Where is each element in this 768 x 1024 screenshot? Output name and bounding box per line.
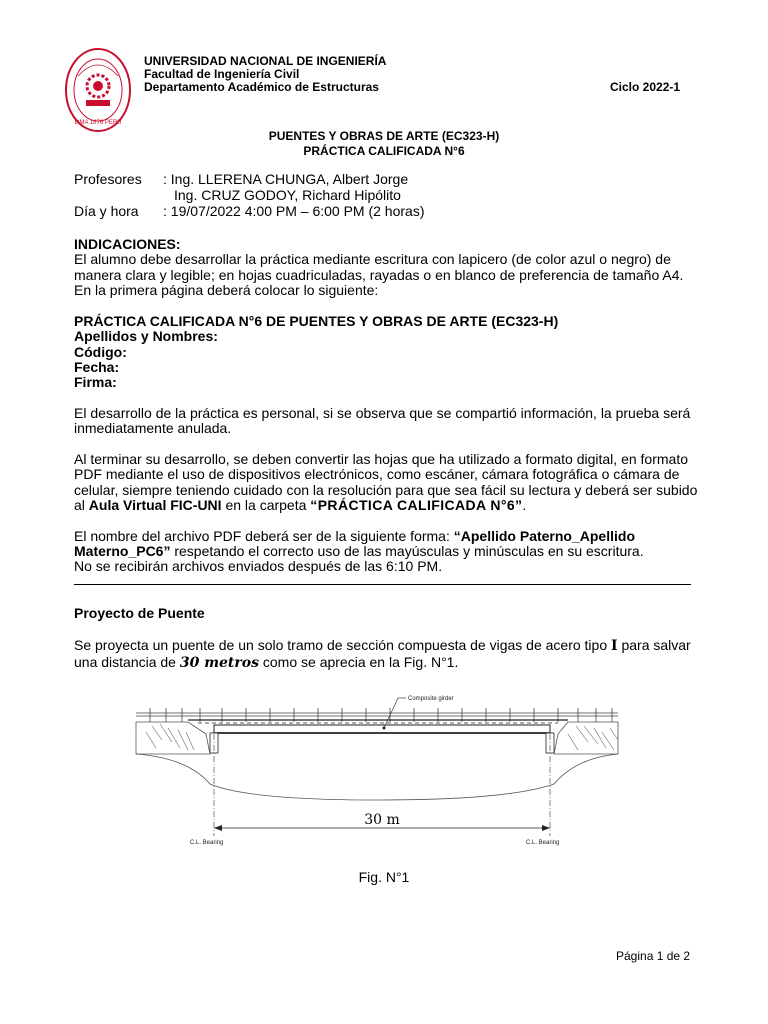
course-title: PUENTES Y OBRAS DE ARTE (EC323-H) [268,129,500,143]
section-divider [74,584,691,585]
datetime-label: Día y hora [74,203,139,219]
professor-1: : Ing. LLERENA CHUNGA, Albert Jorge [163,171,409,187]
filename-format-a: “Apellido Paterno_Apellido [453,528,635,544]
academic-cycle: Ciclo 2022-1 [610,80,681,94]
submission-line-2: PDF mediante el uso de dispositivos electrónicos, como escáner, cámara fotográfica o cámara de [74,466,680,482]
project-text-c: una distancia de [74,654,180,670]
filename-line-1 [74,528,694,544]
form-field-code: Código: [74,344,127,360]
i-beam-symbol: I [611,638,618,654]
form-title: PRÁCTICA CALIFICADA N°6 DE PUENTES Y OBRAS DE ARTE (EC323-H) [74,313,559,329]
bridge-figure [128,688,628,850]
project-line-1 [74,637,691,654]
professor-2: Ing. CRUZ GODOY, Richard Hipólito [174,187,401,203]
professors-label: Profesores [74,171,142,187]
university-seal [64,46,132,134]
left-bearing-label: C.L. Bearing [190,840,224,846]
faculty-name: Facultad de Ingeniería Civil [144,67,300,81]
project-text-a: Se proyecta un puente de un solo tramo de sección compuesta de vigas de acero tipo [74,637,612,653]
department-name: Departamento Académico de Estructuras [144,80,379,94]
form-field-names: Apellidos y Nombres: [74,328,218,344]
submission-folder-text: en la carpeta [221,497,311,513]
submission-prefix: al [74,497,89,513]
virtual-classroom-name: Aula Virtual FIC-UNI [88,497,222,513]
folder-name: “PRÁCTICA CALIFICADA N°6” [310,497,523,513]
datetime-value: : 19/07/2022 4:00 PM – 6:00 PM (2 horas) [163,203,425,219]
page-number: Página 1 de 2 [616,949,691,963]
submission-line-3: celular, siempre teniendo cuidado con la resolución para que sea fácil su lectura y deberá ser subido [74,482,698,498]
project-text-b: para salvar [617,637,691,653]
figure-caption: Fig. N°1 [358,869,410,885]
right-bearing-label: C.L. Bearing [526,840,560,846]
span-length: 30 metros [179,655,259,671]
form-field-signature: Firma: [74,374,117,390]
instructions-line-1: El alumno debe desarrollar la práctica mediante escritura con lapicero (de color azul o negro) de [74,251,671,267]
seal-year: LIMA 1876 PERU [74,120,122,126]
composite-girder-label: Composite girder [408,696,454,702]
university-name: UNIVERSIDAD NACIONAL DE INGENIERÍA [144,54,387,68]
submission-line-4 [74,497,526,513]
submission-line-1: Al terminar su desarrollo, se deben convertir las hojas que ha utilizado a formato digital, en formato [74,451,688,467]
exam-title: PRÁCTICA CALIFICADA N°6 [303,144,465,158]
filename-intro: El nombre del archivo PDF deberá ser de la siguiente forma: [74,528,454,544]
submission-period: . [522,497,527,513]
project-line-2 [74,654,458,671]
deadline-note: No se recibirán archivos enviados después de las 6:10 PM. [74,558,443,574]
instructions-heading: INDICACIONES: [74,236,181,252]
filename-line-2 [74,543,644,559]
project-heading: Proyecto de Puente [74,605,205,621]
span-dimension-label: 30 m [364,812,400,828]
filename-format-b: Materno_PC6” [74,543,171,559]
instructions-line-2: manera clara y legible; en hojas cuadriculadas, rayadas o en blanco de preferencia de tamaño A4. [74,267,684,283]
personal-work-line-2: inmediatamente anulada. [74,420,232,436]
instructions-line-3: En la primera página deberá colocar lo siguiente: [74,282,379,298]
filename-rule: respetando el correcto uso de las mayúsculas y minúsculas en su escritura. [170,543,644,559]
form-field-date: Fecha: [74,359,120,375]
personal-work-line-1: El desarrollo de la práctica es personal, si se observa que se compartió información, la prueba será [74,405,691,421]
project-text-d: como se aprecia en la Fig. N°1. [259,654,459,670]
